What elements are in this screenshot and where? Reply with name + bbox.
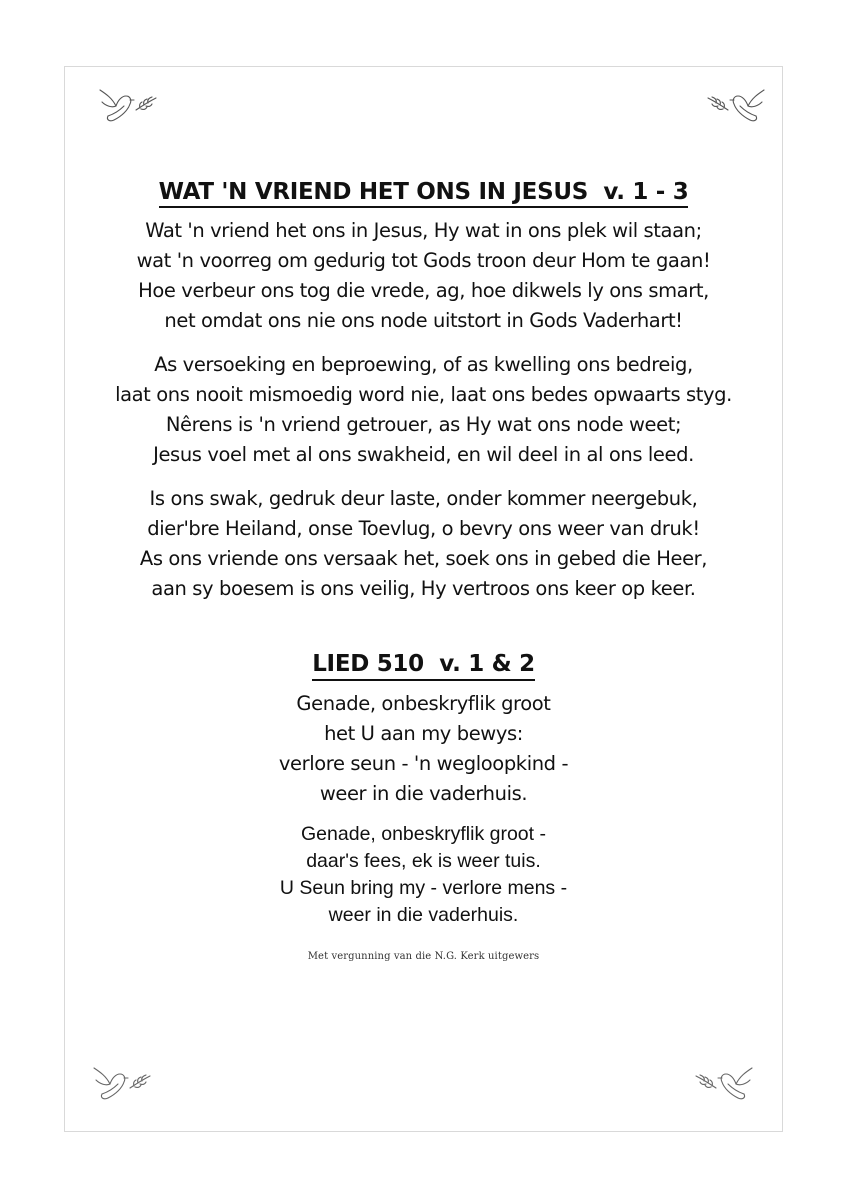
lyric-line: laat ons nooit mismoedig word nie, laat ons bedes opwaarts styg. bbox=[115, 383, 732, 407]
hymn-1-title: WAT 'N VRIEND HET ONS IN JESUS v. 1 - 3 bbox=[159, 180, 689, 208]
lyric-line: het U aan my bewys: bbox=[324, 721, 523, 745]
lyric-line: wat 'n voorreg om gedurig tot Gods troon deur Hom te gaan! bbox=[136, 249, 711, 273]
lyric-line: net omdat ons nie ons node uitstort in Gods Vaderhart! bbox=[164, 309, 683, 333]
lyric-line: Hoe verbeur ons tog die vrede, ag, hoe dikwels ly ons smart, bbox=[138, 279, 709, 303]
hymn-1-stanza-3 bbox=[64, 484, 783, 604]
dove-icon bbox=[92, 76, 162, 136]
lyric-line: dier'bre Heiland, onse Toevlug, o bevry ons weer van druk! bbox=[147, 517, 700, 541]
lyric-line: Is ons swak, gedruk deur laste, onder kommer neergebuk, bbox=[149, 487, 698, 511]
hymn-1-stanza-2 bbox=[64, 350, 783, 470]
dove-icon bbox=[702, 76, 772, 136]
hymn-2 bbox=[64, 652, 783, 961]
lyric-line: U Seun bring my - verlore mens - bbox=[279, 876, 568, 899]
hymn-2-stanza-2 bbox=[64, 821, 783, 929]
hymn-1-stanza-1 bbox=[64, 216, 783, 336]
dove-icon bbox=[690, 1054, 760, 1114]
lyric-line: Nêrens is 'n vriend getrouer, as Hy wat ons node weet; bbox=[165, 413, 682, 437]
lyric-line: verlore seun - 'n wegloopkind - bbox=[278, 751, 569, 775]
lyric-line: weer in die vaderhuis. bbox=[319, 781, 528, 805]
lyric-line: Genade, onbeskryflik groot bbox=[296, 691, 551, 715]
lyric-line: Genade, onbeskryflik groot - bbox=[301, 822, 546, 845]
hymn-2-title: LIED 510 v. 1 & 2 bbox=[312, 652, 535, 680]
lyric-line: As ons vriende ons versaak het, soek ons in gebed die Heer, bbox=[139, 547, 708, 571]
lyric-line: Jesus voel met al ons swakheid, en wil deel in al ons leed. bbox=[153, 443, 694, 467]
hymn-sheet bbox=[64, 180, 783, 962]
lyric-line: daar's fees, ek is weer tuis. bbox=[306, 849, 541, 872]
hymn-2-stanza-1 bbox=[64, 689, 783, 809]
dove-icon bbox=[86, 1054, 156, 1114]
lyric-line: As versoeking en beproewing, of as kwelling ons bedreig, bbox=[154, 353, 693, 377]
lyric-line: weer in die vaderhuis. bbox=[328, 903, 519, 926]
hymn-1 bbox=[64, 180, 783, 604]
lyric-line: aan sy boesem is ons veilig, Hy vertroos ons keer op keer. bbox=[151, 577, 696, 601]
lyric-line: Wat 'n vriend het ons in Jesus, Hy wat in ons plek wil staan; bbox=[145, 219, 702, 243]
permission-note: Met vergunning van die N.G. Kerk uitgewers bbox=[307, 950, 540, 962]
